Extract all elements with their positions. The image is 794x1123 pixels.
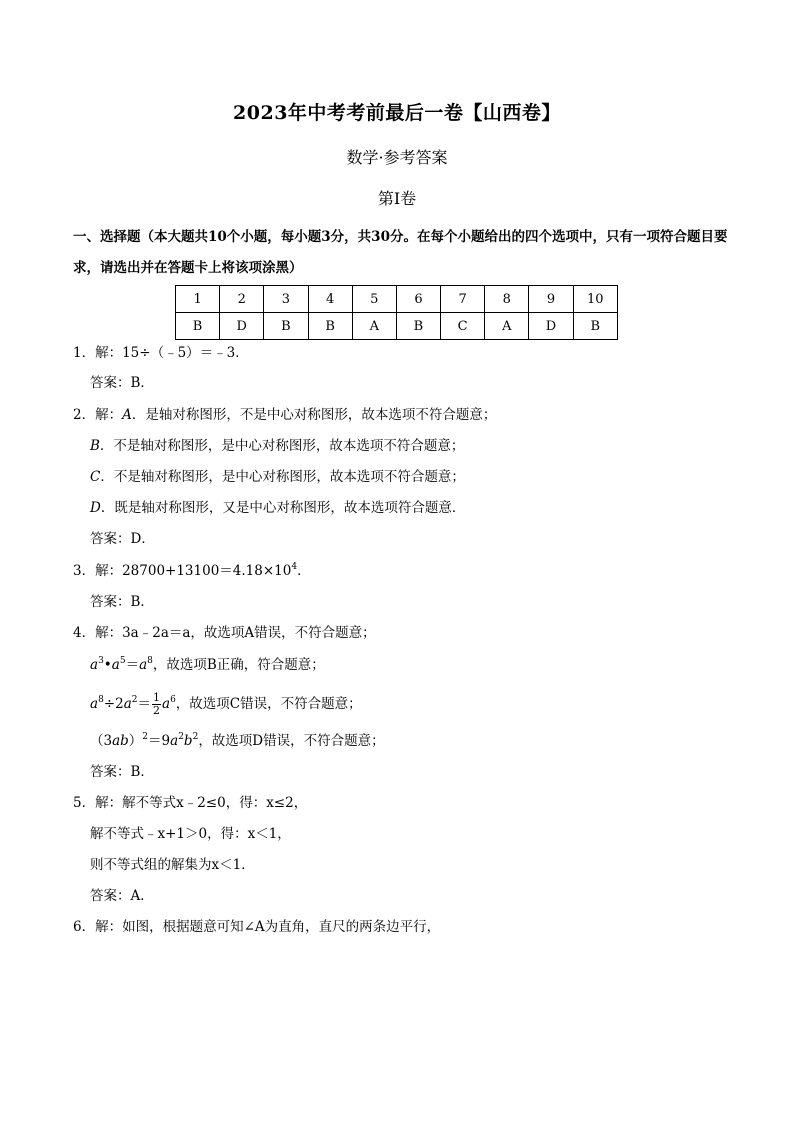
question-number-cell: 5 [352,286,396,313]
q5-line-2: 解不等式﹣x+1＞0，得：x＜1， [90,826,291,842]
q4-l3-text: ，故选项C错误，不符合题意； [175,696,362,712]
q2-solution-b [90,436,464,456]
q2-option-d-text: ．既是轴对称图形，又是中心对称图形，故本选项符合题意． [100,500,466,516]
q2-option-c-label: C [90,469,101,485]
q2-answer: 答案：D． [90,531,155,547]
q3-solution [73,561,311,581]
question-number-cell: 9 [529,286,573,313]
q4-l2-text: ，故选项B正确，符合题意； [152,657,325,673]
answer-cell: C [441,313,485,340]
q3-expression: 3．解：28700+13100＝4.18×10 [73,563,292,579]
answer-cell: A [485,313,529,340]
q5-line-1: 5．解：解不等式x﹣2≤0，得：x≤2， [73,795,308,811]
q4-line-3: $a^8\div 2a^2=$ $\frac{1}{2}$ $a^6$，故选项C错误，不符合题意； [90,691,362,717]
answer-cell: B [396,313,440,340]
answer-cell: D [529,313,573,340]
q2-option-a-label: A [122,407,132,423]
q2-option-d-label: D [90,500,101,516]
q5-line-3: 则不等式组的解集为x＜1． [90,857,255,873]
q1-solution: 1．解：15÷（﹣5）＝﹣3． [73,345,249,361]
q3-exponent: 4 [291,562,298,572]
answer-cell: B [264,313,308,340]
q2-option-c-text: ．不是轴对称图形，是中心对称图形，故本选项不符合题意； [100,469,465,485]
answer-cell: B [176,313,220,340]
q2-solution-c [90,467,465,487]
part-heading: 第Ⅰ卷 [377,189,417,208]
q6-line-1: 6．解：如图，根据题意可知∠A为直角，直尺的两条边平行， [73,919,441,935]
question-number-cell: 7 [441,286,485,313]
answer-cell: A [352,313,396,340]
question-number-cell: 6 [396,286,440,313]
question-number-cell: 1 [176,286,220,313]
answer-key-answer-row [176,313,618,340]
q4-line-1 [73,623,376,643]
q5-answer: 答案：A． [90,888,154,904]
q2-solution-d [90,498,465,518]
fraction-denominator: 2 [153,704,160,717]
q4-l1-text: ，故选项A错误，不符合题意； [190,625,376,641]
section-heading: 一、选择题（本大题共10个小题，每小题3分，共30分。在每个小题给出的四个选项中，只有一项符合题目要求，请选出并在答题卡上将该项涂黑） [73,229,728,276]
q1-answer: 答案：B． [90,375,154,391]
q4-l4-text: ，故选项D错误，不符合题意； [198,733,385,749]
fraction-numerator: 1 [153,691,160,704]
q4-fraction [152,692,161,717]
page-title: 2023年中考考前最后一卷【山西卷】 [233,102,561,124]
q3-end: ． [297,563,311,579]
q4-prefix: 4．解： [73,625,123,641]
q4-line-4: $(3ab)^2=9a^2b^2$，故选项D错误，不符合题意； [90,732,385,749]
question-number-cell: 10 [573,286,617,313]
page-subtitle: 数学·参考答案 [346,148,448,167]
q2-solution-a [73,405,496,425]
q2-prefix: 2．解： [73,407,123,423]
answer-key-number-row [176,286,618,313]
q4-answer: 答案：B． [90,764,154,780]
answer-key-table [175,285,618,340]
q2-option-b-label: B [90,438,100,454]
q4-line-2: $a^3•a^5=a^8$，故选项B正确，符合题意； [90,656,325,673]
answer-cell: B [573,313,617,340]
answer-cell: D [220,313,264,340]
q2-option-a-text: ．是轴对称图形，不是中心对称图形，故本选项不符合题意； [131,407,497,423]
question-number-cell: 8 [485,286,529,313]
q3-answer: 答案：B． [90,594,154,610]
question-number-cell: 3 [264,286,308,313]
question-number-cell: 4 [308,286,352,313]
q4-l1-math: 3a﹣2a＝a [122,625,191,641]
q2-option-b-text: ．不是轴对称图形，是中心对称图形，故本选项不符合题意； [99,438,465,454]
answer-cell: B [308,313,352,340]
question-number-cell: 2 [220,286,264,313]
